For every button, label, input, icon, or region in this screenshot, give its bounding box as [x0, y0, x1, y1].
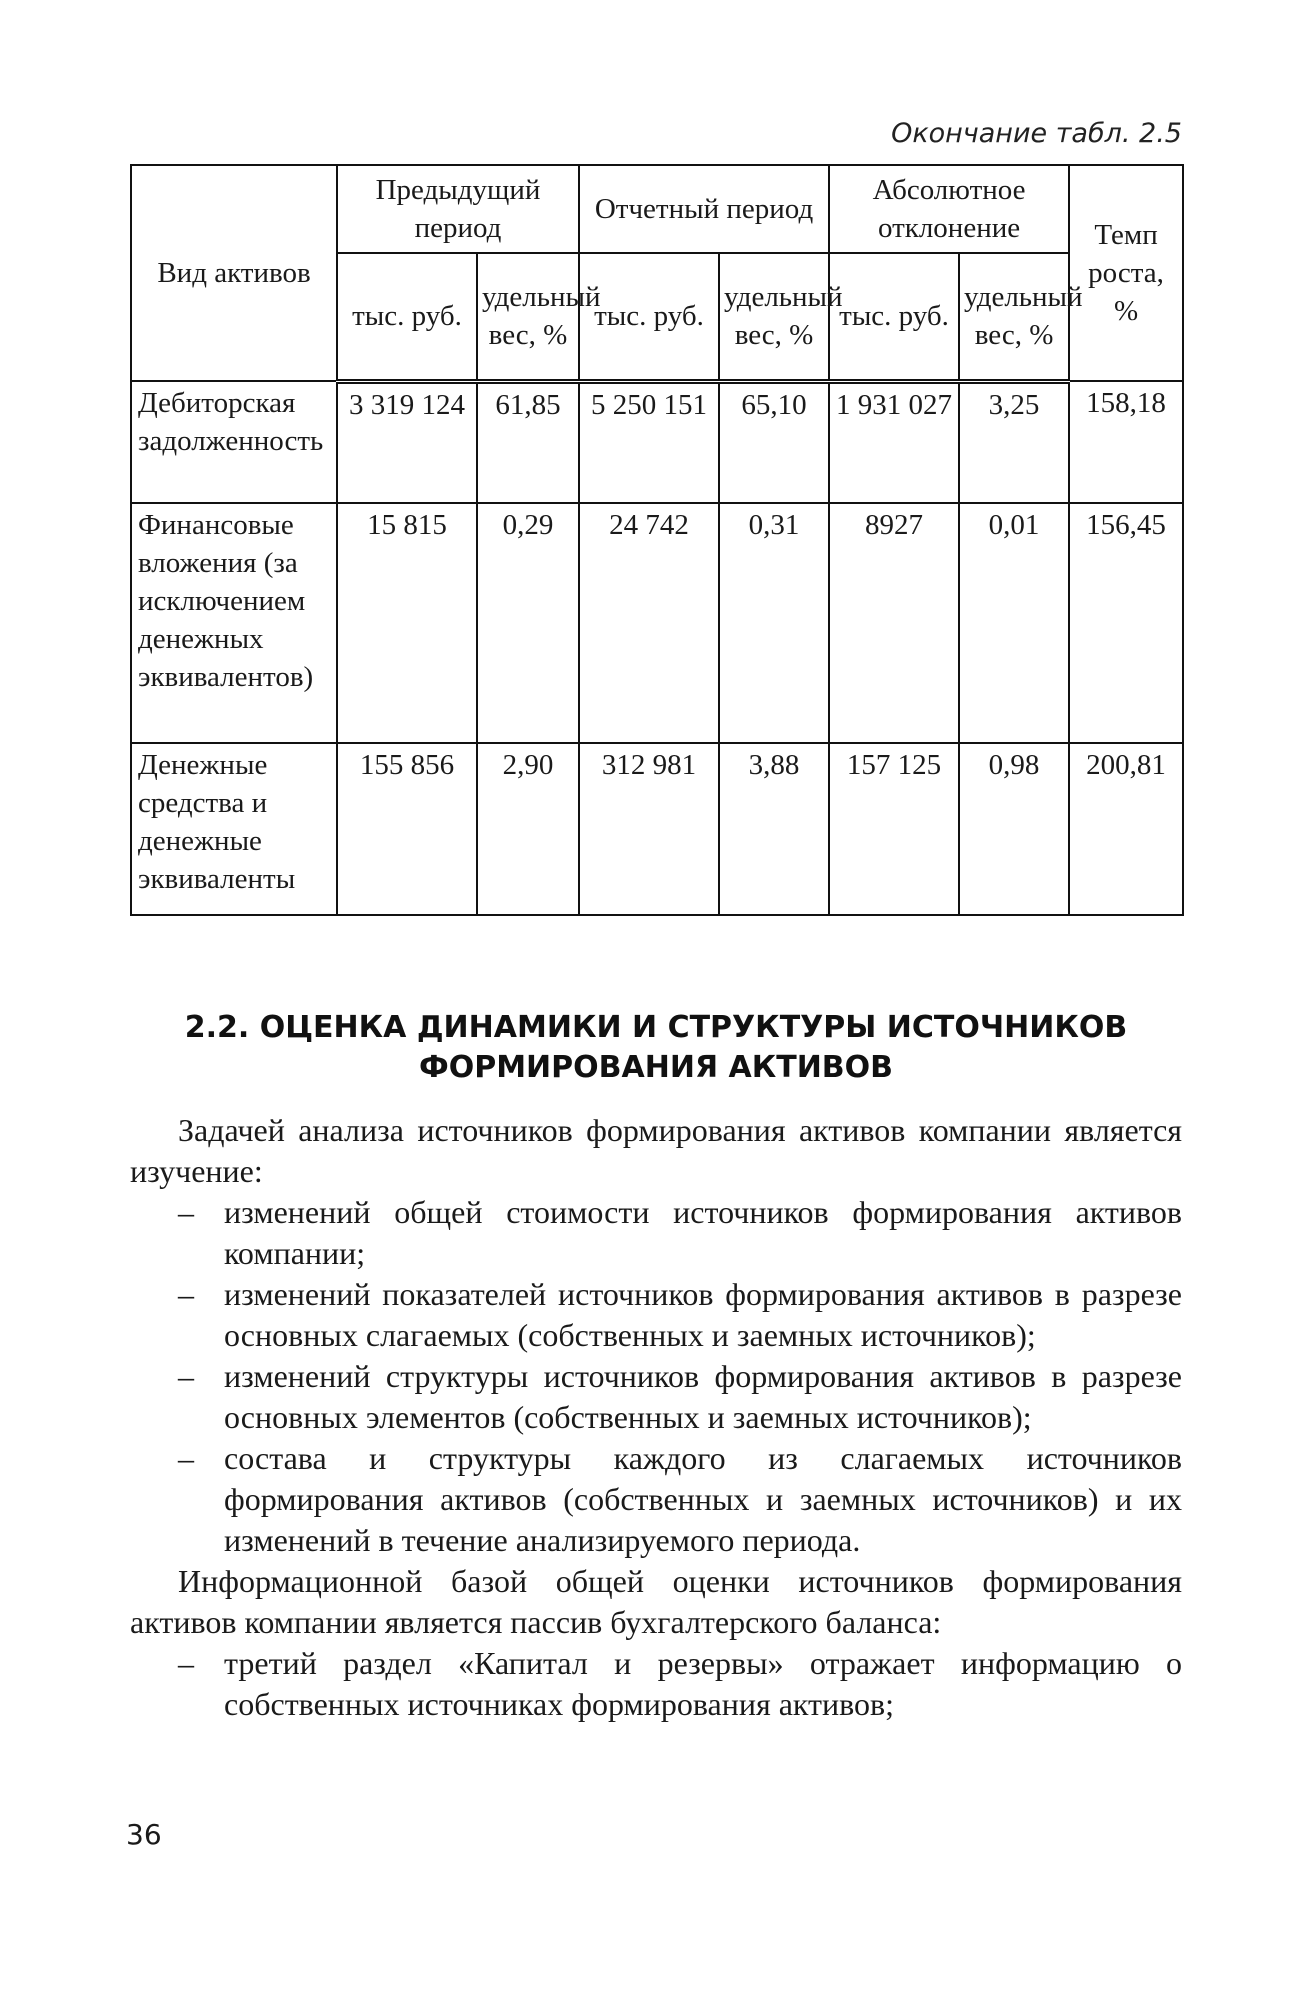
bullet-list: [130, 1643, 1182, 1725]
cell-growth: 156,45: [1069, 503, 1183, 743]
dash-bullet: –: [178, 1358, 194, 1394]
list-item-text: состава и структуры каждого из слагаемых источников формирования активов (собственных и заемных источников) и их изменений в течение анализируемого периода.: [224, 1440, 1182, 1558]
dash-bullet: –: [178, 1440, 194, 1476]
cell-prev-rub: 155 856: [337, 743, 477, 915]
cell-prev-share: 0,29: [477, 503, 579, 743]
cell-dev-share: 0,98: [959, 743, 1069, 915]
row-label: Денежные средства и денежные эквиваленты: [131, 743, 337, 915]
page-number: 36: [126, 1818, 162, 1851]
dash-bullet: –: [178, 1276, 194, 1312]
cell-dev-share: 3,25: [959, 381, 1069, 503]
cell-dev-rub: 157 125: [829, 743, 959, 915]
paragraph: Информационной базой общей оценки источников формирования активов компании является пассив бухгалтерского баланса:: [130, 1563, 1182, 1640]
cell-rep-share: 65,10: [719, 381, 829, 503]
header-report-period: Отчетный период: [579, 165, 829, 253]
section-heading-line1: 2.2. ОЦЕНКА ДИНАМИКИ И СТРУКТУРЫ ИСТОЧНИКОВ: [184, 1010, 1128, 1045]
cell-growth: 200,81: [1069, 743, 1183, 915]
cell-rep-rub: 24 742: [579, 503, 719, 743]
paragraph: Задачей анализа источников формирования активов компании является изучение:: [130, 1112, 1182, 1189]
header-share: удельный вес, %: [959, 253, 1069, 381]
cell-rep-share: 0,31: [719, 503, 829, 743]
header-asset-type: Вид активов: [131, 165, 337, 381]
list-item: [130, 1192, 1182, 1274]
header-thousand-rub: тыс. руб.: [579, 253, 719, 381]
header-abs-deviation: Абсолютное отклонение: [829, 165, 1069, 253]
cell-growth: 158,18: [1069, 381, 1183, 503]
list-item: [130, 1274, 1182, 1356]
header-prev-period: Предыдущий период: [337, 165, 579, 253]
cell-dev-rub: 8927: [829, 503, 959, 743]
list-item-text: третий раздел «Капитал и резервы» отражает информацию о собственных источниках формирования активов;: [224, 1645, 1182, 1722]
cell-prev-share: 61,85: [477, 381, 579, 503]
list-item-text: изменений общей стоимости источников формирования активов компании;: [224, 1194, 1182, 1271]
header-share: удельный вес, %: [719, 253, 829, 381]
table-row: [131, 743, 1183, 915]
table-row: [131, 503, 1183, 743]
cell-dev-rub: 1 931 027: [829, 381, 959, 503]
dash-bullet: –: [178, 1645, 194, 1681]
bullet-list: [130, 1192, 1182, 1561]
header-share: удельный вес, %: [477, 253, 579, 381]
header-growth-rate: Темп роста, %: [1069, 165, 1183, 381]
section-heading: [130, 1008, 1182, 1088]
list-item-text: изменений показателей источников формирования активов в разрезе основных слагаемых (собственных и заемных источников);: [224, 1276, 1182, 1353]
header-thousand-rub: тыс. руб.: [829, 253, 959, 381]
table-caption: Окончание табл. 2.5: [891, 118, 1182, 149]
list-item: [130, 1356, 1182, 1438]
list-item-text: изменений структуры источников формирования активов в разрезе основных элементов (собственных и заемных источников);: [224, 1358, 1182, 1435]
list-item: [130, 1643, 1182, 1725]
cell-prev-share: 2,90: [477, 743, 579, 915]
cell-prev-rub: 15 815: [337, 503, 477, 743]
header-thousand-rub: тыс. руб.: [337, 253, 477, 381]
section-heading-line2: ФОРМИРОВАНИЯ АКТИВОВ: [418, 1050, 894, 1085]
list-item: [130, 1438, 1182, 1561]
row-label: Финансовые вложения (за исключением денежных эквивалентов): [131, 503, 337, 743]
body-text: [130, 1110, 1182, 1725]
cell-dev-share: 0,01: [959, 503, 1069, 743]
assets-table: [130, 164, 1184, 916]
cell-rep-share: 3,88: [719, 743, 829, 915]
row-label: Дебиторская задолженность: [131, 381, 337, 503]
table-row: [131, 381, 1183, 503]
cell-prev-rub: 3 319 124: [337, 381, 477, 503]
dash-bullet: –: [178, 1194, 194, 1230]
cell-rep-rub: 5 250 151: [579, 381, 719, 503]
cell-rep-rub: 312 981: [579, 743, 719, 915]
